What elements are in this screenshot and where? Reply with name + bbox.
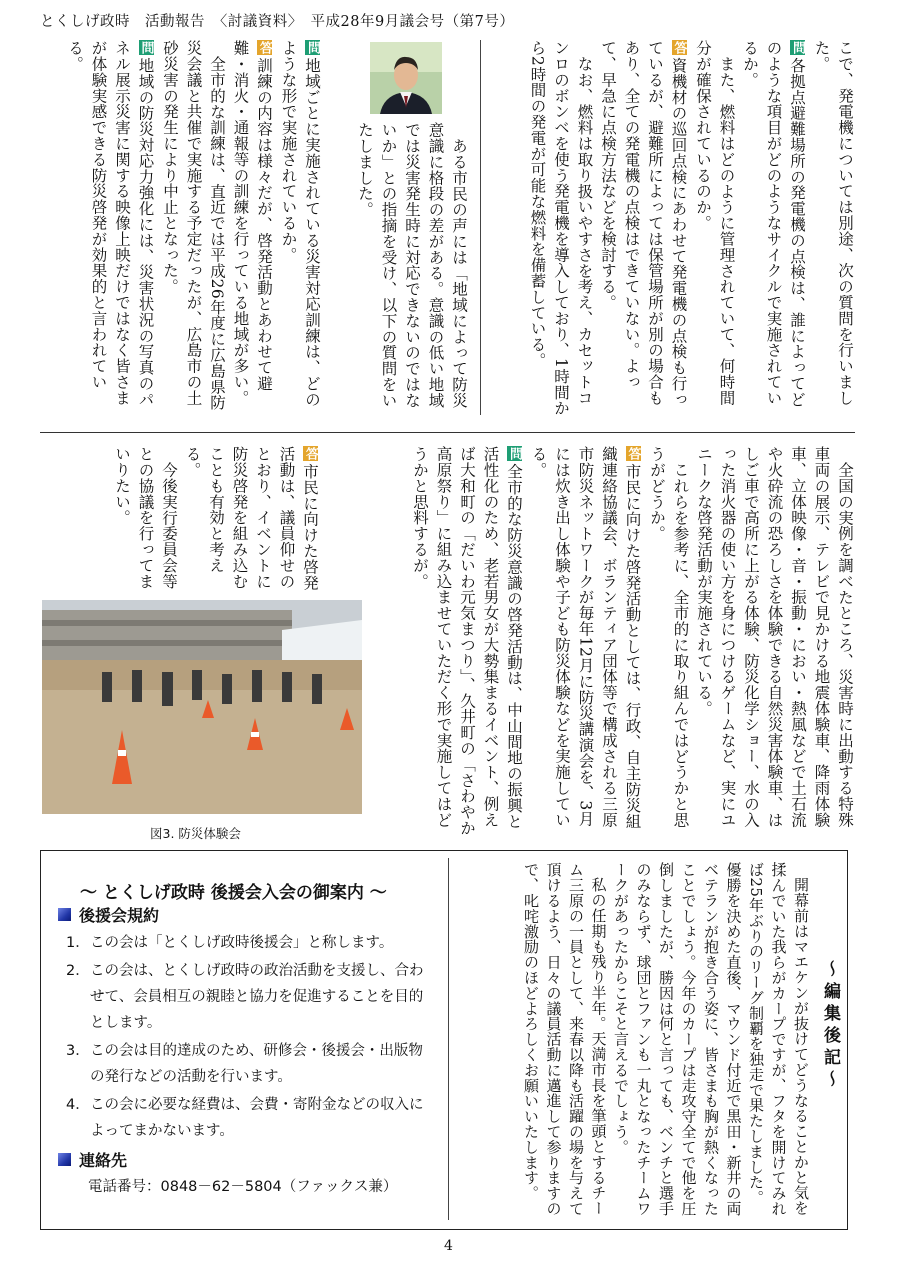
text-paragraph (610, 862, 813, 1218)
question-marker: 問 (507, 447, 522, 461)
text-paragraph (353, 122, 471, 418)
section-divider (40, 432, 855, 433)
answer-marker: 答 (303, 447, 318, 461)
rule-number: 3． (66, 1043, 90, 1059)
upper-column-2 (336, 122, 470, 418)
rule-item-4 (66, 1092, 436, 1144)
rule-item-1 (66, 930, 436, 956)
paragraph-text: 市民に向けた啓発活動は、議員仰せのとおり、イベントに防災啓発を組み込むことも有効と考える。 (183, 446, 319, 591)
disaster-drill-photo (42, 600, 362, 814)
text-paragraph (645, 446, 692, 836)
text-paragraph (520, 862, 610, 1218)
rule-number: 1． (66, 935, 90, 951)
rule-text: この会に必要な経費は、会費・寄附金などの収入によってまかないます。 (90, 1097, 424, 1139)
upper-column-1 (528, 40, 856, 418)
rule-item-2 (66, 958, 436, 1036)
rule-number: 2． (66, 963, 90, 979)
paragraph-text: 地域の防災対応力強化には、災害状況の写真のパネル展示災害に関する映像上映だけではなく皆さまが体験実感できる防災啓発が効果的と言われている。 (66, 40, 155, 408)
rules-heading-text: 後援会規約 (79, 906, 160, 925)
answer-marker: 答 (671, 41, 687, 55)
paragraph-text: 私の任期も残り半年。天満市長を筆頭とするチーム三原の一員として、来春以降も活躍の場を与えて頂けるよう、日々の議員活動に邁進して参りますので、叱咤激励のほどよろしくお願いいたします。 (522, 862, 608, 1217)
paragraph-text: 訓練の内容は様々だが、啓発活動とあわせて避難・消火・通報等の訓練を行っている地域が多い。 (231, 40, 273, 406)
answer-paragraph (526, 446, 645, 836)
answer-marker: 答 (625, 447, 641, 461)
text-paragraph (809, 40, 856, 418)
rules-heading (58, 903, 159, 926)
question-marker: 問 (138, 41, 154, 55)
question-paragraph (408, 446, 527, 836)
question-paragraph (276, 40, 324, 418)
paragraph-text: 各拠点避難場所の発電機の点検は、誰によってどのような項目がどのようなサイクルで実施されているか。 (741, 40, 806, 408)
drill-scene-image (42, 600, 362, 814)
editor-note-heading: ～編集後記～ (820, 960, 840, 1092)
middle-column-2 (40, 446, 322, 592)
text-paragraph (158, 40, 229, 418)
question-paragraph (63, 40, 158, 418)
rule-number: 4． (66, 1097, 90, 1113)
question-marker: 問 (305, 41, 320, 55)
text-paragraph (525, 40, 596, 418)
middle-column-1 (330, 446, 856, 836)
paragraph-text: 市民に向けた啓発活動としては、行政、自主防災組織連絡協議会、ボランティア団体等で構成される三原市防災ネットワークが毎年12月に防災講演会を、3月には炊き出し体験や子ども防災体験などを実施している。 (529, 446, 642, 830)
supporters-title: ～ とくしげ政時 後援会入会の御案内 ～ (80, 883, 387, 903)
contact-heading-text: 連絡先 (79, 1151, 128, 1170)
paragraph-text: なお、燃料は取り扱いやすさを考え、カセットコンロのボンベを使う発電機を導入しており、1時間から2時間の発電が可能な燃料を備蓄している。 (528, 40, 594, 416)
paragraph-text: 全国の実例を調べたところ、災害時に出動する特殊車両の展示、テレビで見かける地震体験車、降雨体験車、立体映像・音・振動・におい・熱風などで土石流や火砕流の恐ろしさを体験できる自然災害体験車、はしご車で高所に上がる体験、防災化学ショー、水の入った消火器の使い方を身につけるゲームなど、実にユニークな啓発活動が実施されている。 (695, 446, 854, 828)
paragraph-text: 開幕前はマエケンが抜けてどうなることかと気を揉んでいた我らがカープですが、フタを開けてみれば25年ぶりのリーグ制覇を独走で果たしました。優勝を決めた直後、マウンド付近で黒田・新井の両ベテランが抱き合う姿に、皆さまも胸が熱くなったことでしょう。今年のカープは走攻守全てで他を圧倒しましたが、勝因は何と言っても、ベンチと選手のみならず、球団とファンも一丸となったチームワークがあったからこそと言えるでしょう。 (612, 862, 810, 1217)
box-inner-divider (448, 858, 449, 1220)
rule-item-3 (66, 1038, 436, 1090)
paragraph-text: 資機材の巡回点検にあわせて発電機の点検も行っているが、避難所によっては保管場所が別の場合もあり、全ての発電機の点検はできていない。よって、早急に点検方法などを検討する。 (599, 40, 688, 408)
page-header: とくしげ政時 活動報告 〈討議資料〉 平成28年9月議会号（第7号） (40, 14, 515, 30)
paragraph-text: 地域ごとに実施されている災害対応訓練は、どのような形で実施されているか。 (279, 40, 321, 408)
paragraph-text: また、燃料はどのように管理されていて、何時間分が確保されているのか。 (694, 40, 736, 406)
paragraph-text: 全市的な訓練は、直近では平成26年度に広島県防災会議と共催で実施する予定だったが、広島市の土砂災害の発生により中止となった。 (161, 40, 226, 410)
question-marker: 問 (790, 41, 805, 55)
text-paragraph (110, 446, 181, 592)
answer-marker: 答 (257, 41, 272, 55)
portrait-image (370, 42, 442, 114)
paragraph-text: ある市民の声には「地域によって防災意識に格段の差がある。意識の低い地域では災害発生時に対応できないのではないか」との指摘を受け、以下の質問をいたしました。 (356, 122, 468, 409)
rule-text: この会は目的達成のため、研修会・後援会・出版物の発行などの活動を行います。 (90, 1043, 423, 1085)
contact-heading (58, 1148, 127, 1171)
answer-paragraph (180, 446, 322, 592)
portrait-photo (370, 42, 442, 114)
paragraph-text: これらを参考に、全市的に取り組んではどうかと思うがどうか。 (648, 446, 690, 828)
rule-text: この会は、とくしげ政時の政治活動を支援し、合わせて、会員相互の親睦と協力を促進することを目的とします。 (90, 963, 424, 1031)
paragraph-text: こで、発電機については別途、次の質問を行いました。 (812, 40, 854, 406)
answer-paragraph (596, 40, 691, 418)
text-paragraph (691, 40, 738, 418)
text-paragraph (692, 446, 857, 836)
square-bullet-icon (58, 908, 71, 921)
square-bullet-icon (58, 1153, 71, 1166)
upper-column-3 (40, 40, 324, 418)
paragraph-text: 今後実行委員会等との協議を行ってまいりたい。 (113, 446, 178, 590)
photo-caption: 図3. 防災体験会 (150, 826, 241, 841)
question-paragraph (738, 40, 810, 418)
page-number: 4 (444, 1238, 453, 1254)
contact-phone: 電話番号：0848－62－5804（ファックス兼） (88, 1179, 398, 1195)
paragraph-text: 全市的な防災意識の啓発活動は、中山間地の振興と活性化のため、老若男女が大勢集まるイベント、例えば大和町の「だいわ元気まつり」、久井町の「さわやか高原祭り」に組み込ませていただく形で実施してはどうかと思料するが。 (411, 446, 523, 836)
upper-divider-left (480, 40, 481, 415)
rule-text: この会は「とくしげ政時後援会」と称します。 (90, 935, 394, 951)
answer-paragraph (228, 40, 276, 418)
editor-note-body (462, 862, 812, 1218)
